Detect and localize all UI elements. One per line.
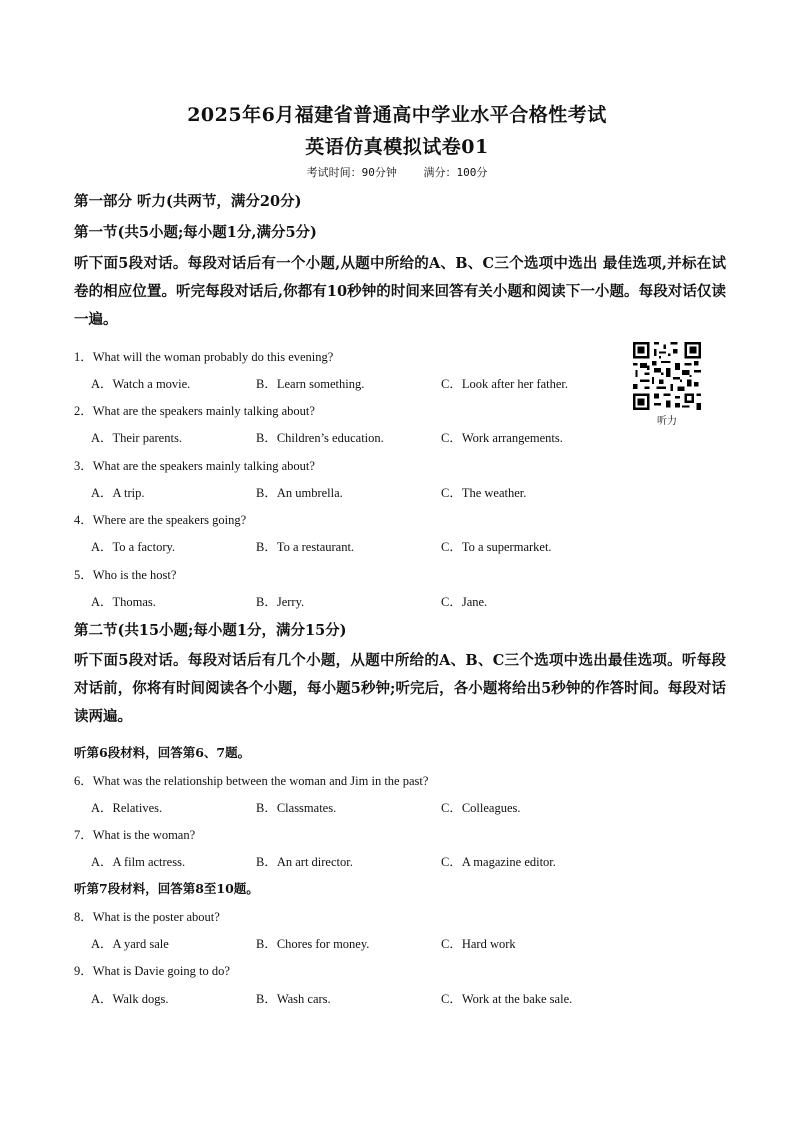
q9-option-c: C．Work at the bake sale. [441, 992, 573, 1006]
material-6-heading: 听第6段材料，回答第6、7题。 [74, 745, 251, 760]
section2-heading: 第二节(共15小题;每小题1分，满分15分) [74, 622, 347, 639]
question-6: 6．What was the relationship between the woman and Jim in the past? [74, 774, 429, 788]
q4-option-b: B．To a restaurant. [256, 540, 355, 554]
section2-instructions: 听下面5段对话。每段对话后有几个小题，从题中所给的A、B、C三个选项中选出最佳选项。听每段对话前，你将有时间阅读各个小题，每小题5秒钟;听完后，各小题将给出5秒钟的作答时间。每段对话读两遍。 [74, 652, 726, 725]
q6-option-c: C．Colleagues. [441, 801, 521, 815]
q4-option-a: A．To a factory. [91, 540, 176, 554]
q1-option-a: A．Watch a movie. [91, 377, 191, 391]
exam-time: 考试时间：90分钟 [306, 166, 397, 179]
q9-option-b: B．Wash cars. [256, 992, 331, 1006]
q8-option-a: A．A yard sale [91, 937, 169, 951]
q8-option-c: C．Hard work [441, 937, 516, 951]
q7-option-b: B．An art director. [256, 855, 353, 869]
part1-heading: 第一部分 听力(共两节，满分20分) [74, 193, 302, 210]
q2-option-c: C．Work arrangements. [441, 431, 563, 445]
q4-option-c: C．To a supermarket. [441, 540, 552, 554]
q5-option-b: B．Jerry. [256, 595, 305, 609]
section1-heading: 第一节(共5小题;每小题1分,满分5分) [74, 224, 317, 241]
qr-code-icon [633, 342, 701, 410]
question-4: 4．Where are the speakers going? [74, 513, 247, 527]
q8-option-b: B．Chores for money. [256, 937, 370, 951]
question-3: 3．What are the speakers mainly talking about? [74, 459, 315, 473]
material-7-heading: 听第7段材料，回答第8至10题。 [74, 881, 259, 896]
q7-option-a: A．A film actress. [91, 855, 186, 869]
q5-option-c: C．Jane. [441, 595, 488, 609]
q6-option-a: A．Relatives. [91, 801, 163, 815]
qr-caption: 听力 [657, 416, 677, 427]
question-8: 8．What is the poster about? [74, 910, 220, 924]
exam-subtitle: 英语仿真模拟试卷01 [305, 136, 489, 158]
q6-option-b: B．Classmates. [256, 801, 337, 815]
q2-option-b: B．Children’s education. [256, 431, 384, 445]
q2-option-a: A．Their parents. [91, 431, 182, 445]
question-1: 1．What will the woman probably do this evening? [74, 350, 334, 364]
exam-meta [0, 164, 794, 180]
q7-option-c: C．A magazine editor. [441, 855, 556, 869]
question-9: 9．What is Davie going to do? [74, 964, 230, 978]
question-7: 7．What is the woman? [74, 828, 196, 842]
exam-title: 2025年6月福建省普通高中学业水平合格性考试 [187, 104, 607, 126]
question-2: 2．What are the speakers mainly talking about? [74, 404, 315, 418]
exam-score: 满分：100分 [423, 166, 488, 179]
q9-option-a: A．Walk dogs. [91, 992, 169, 1006]
section1-instructions: 听下面5段对话。每段对话后有一个小题,从题中所给的A、B、C三个选项中选出 最佳选项,并标在试卷的相应位置。听完每段对话后,你都有10秒钟的时间来回答有关小题和阅读下一小题。每段对话仅读一遍。 [74, 255, 726, 328]
q3-option-b: B．An umbrella. [256, 486, 343, 500]
q1-option-b: B．Learn something. [256, 377, 365, 391]
q1-option-c: C．Look after her father. [441, 377, 569, 391]
q3-option-a: A．A trip. [91, 486, 145, 500]
q5-option-a: A．Thomas. [91, 595, 156, 609]
question-5: 5．Who is the host? [74, 568, 177, 582]
q3-option-c: C．The weather. [441, 486, 527, 500]
